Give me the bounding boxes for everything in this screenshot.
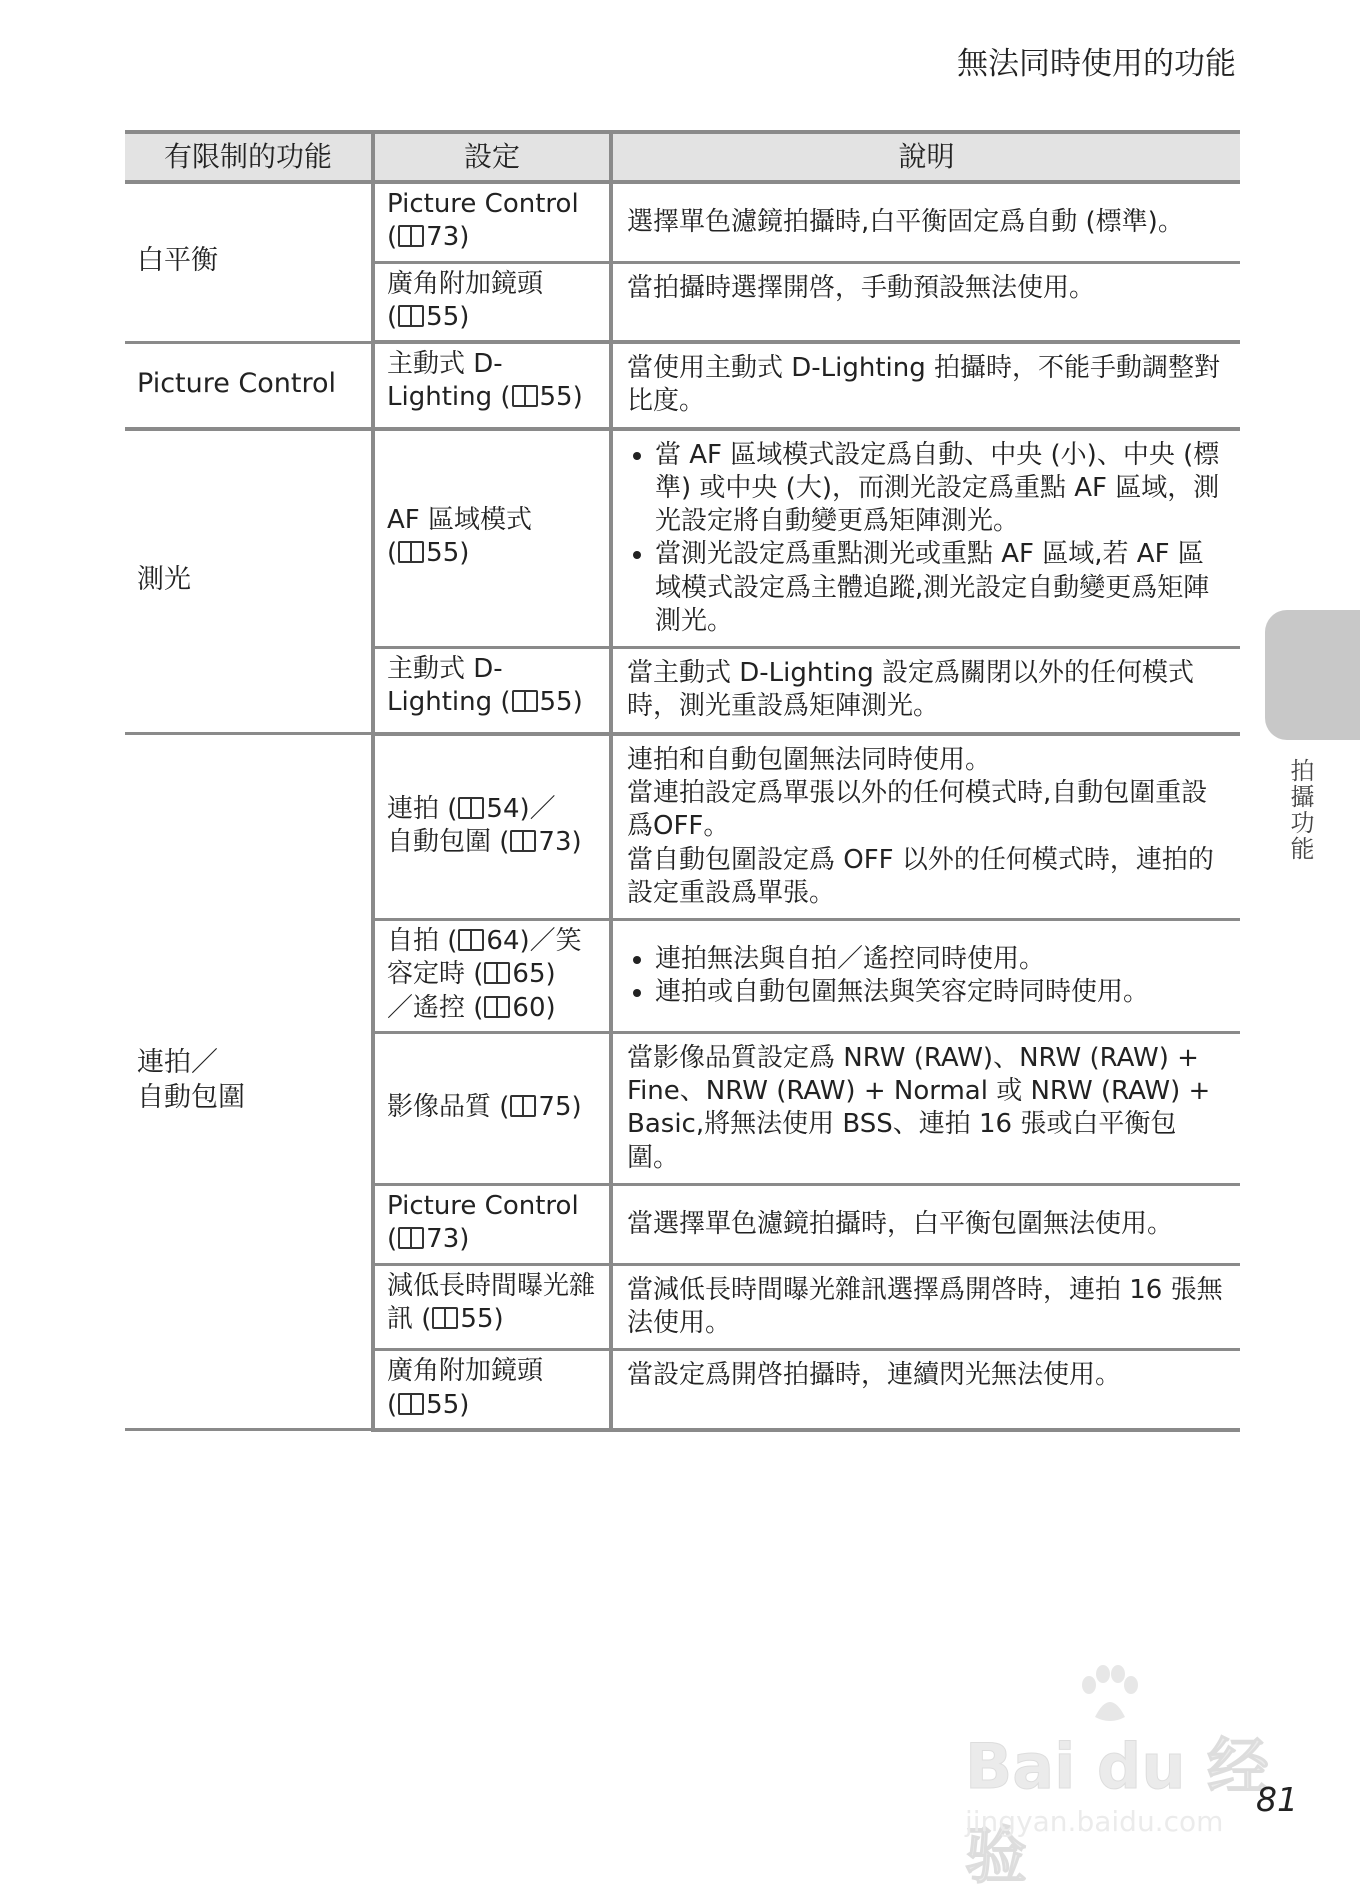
reference-book-icon — [510, 830, 536, 852]
header-restricted-function: 有限制的功能 — [125, 132, 373, 182]
paw-logo-icon — [1075, 1665, 1145, 1725]
description-cell: 當主動式 D-Lighting 設定爲關閉以外的任何模式時，測光重設爲矩陣測光。 — [611, 648, 1240, 734]
reference-book-icon — [398, 1393, 424, 1415]
setting-cell — [373, 342, 611, 429]
description-paragraph: 當自動包圍設定爲 OFF 以外的任何模式時，連拍的設定重設爲單張。 — [627, 844, 1214, 908]
description-paragraph: 當連拍設定爲單張以外的任何模式時,自動包圍重設爲OFF。 — [627, 777, 1208, 842]
page-number: 81 — [1256, 1780, 1298, 1819]
description-paragraph: 連拍和自動包圍無法同時使用。 — [627, 744, 992, 775]
reference-book-icon — [512, 690, 538, 712]
chapter-tab-label: 拍攝功能 — [1286, 758, 1314, 862]
function-restriction-table — [125, 130, 1240, 1432]
description-cell: 當影像品質設定爲 NRW (RAW)、NRW (RAW) + Fine、NRW (RAW) + Normal 或 NRW (RAW) + Basic,將無法使用 BSS、連拍 16 張或白平衡包圍。 — [611, 1032, 1240, 1184]
setting-ref: ( 55) — [387, 538, 470, 569]
page-heading: 無法同時使用的功能 — [957, 46, 1236, 82]
table-row — [125, 429, 1240, 648]
baidu-watermark — [965, 1665, 1280, 1892]
reference-book-icon — [398, 1227, 424, 1249]
reference-book-icon — [398, 305, 424, 327]
description-cell: 當拍攝時選擇開啓，手動預設無法使用。 — [611, 262, 1240, 342]
reference-book-icon — [432, 1307, 458, 1329]
setting-ref: Lighting ( 55) — [387, 687, 583, 718]
reference-book-icon — [484, 962, 510, 984]
setting-cell — [373, 920, 611, 1033]
setting-name: 自拍 ( 64)／笑容定時 ( 65) — [387, 926, 582, 990]
table-header-row — [125, 132, 1240, 182]
group-white-balance: 白平衡 — [125, 182, 373, 342]
description-cell: 當減低長時間曝光雜訊選擇爲開啓時，連拍 16 張無法使用。 — [611, 1264, 1240, 1350]
description-cell: 當使用主動式 D-Lighting 拍攝時，不能手動調整對比度。 — [611, 342, 1240, 429]
description-cell: 選擇單色濾鏡拍攝時,白平衡固定爲自動 (標準)。 — [611, 182, 1240, 262]
setting-name: AF 區域模式 — [387, 505, 533, 536]
setting-name: Picture Control — [387, 189, 579, 219]
setting-ref: ( 55) — [387, 301, 470, 332]
setting-ref: ( 73) — [387, 1224, 470, 1255]
chapter-tab — [1265, 610, 1360, 740]
setting-cell — [373, 1264, 611, 1350]
table-row — [125, 734, 1240, 920]
setting-name: Picture Control — [387, 1190, 579, 1221]
setting-cell — [373, 648, 611, 734]
list-item: • 當測光設定爲重點測光或重點 AF 區域,若 AF 區域模式設定爲主體追蹤,測光設定自動變更爲矩陣測光。 — [655, 538, 1228, 638]
watermark-logo-text: Bai du 经验 — [965, 1730, 1270, 1892]
table-row — [125, 182, 1240, 262]
list-item: • 連拍無法與自拍／遙控同時使用。 — [655, 943, 1228, 976]
reference-book-icon — [398, 541, 424, 563]
reference-book-icon — [510, 1095, 536, 1117]
description-bullets — [627, 943, 1228, 1010]
setting-cell — [373, 429, 611, 648]
description-cell — [611, 734, 1240, 920]
setting-cell — [373, 1032, 611, 1184]
group-picture-control: Picture Control — [125, 342, 373, 429]
setting-ref: ( 73) — [387, 222, 470, 253]
watermark-url: jingyan.baidu.com — [965, 1805, 1224, 1838]
group-continuous-bracketing — [125, 734, 373, 1430]
group-label: 連拍／ 自動包圍 — [137, 1047, 245, 1113]
description-bullets — [627, 439, 1228, 639]
table-row — [125, 342, 1240, 429]
reference-book-icon — [512, 385, 538, 407]
setting-ref: ／遙控 ( 60) — [387, 992, 556, 1023]
setting-name: 主動式 D- — [387, 654, 503, 685]
setting-cell — [373, 734, 611, 920]
list-item: • 當 AF 區域模式設定爲自動、中央 (小)、中央 (標準) 或中央 (大)，而測光設定爲重點 AF 區域，測光設定將自動變更爲矩陣測光。 — [655, 439, 1228, 539]
header-setting: 設定 — [373, 132, 611, 182]
setting-name: 廣角附加鏡頭 — [387, 1356, 544, 1387]
setting-name: 主動式 D- — [387, 349, 503, 380]
header-description: 說明 — [611, 132, 1240, 182]
list-item: • 連拍或自動包圍無法與笑容定時同時使用。 — [655, 976, 1228, 1009]
group-metering: 測光 — [125, 429, 373, 734]
setting-ref: 自動包圍 ( 73) — [387, 826, 582, 857]
setting-ref: ( 55) — [387, 1389, 470, 1420]
setting-cell — [373, 1184, 611, 1264]
setting-cell — [373, 1350, 611, 1430]
reference-book-icon — [484, 996, 510, 1018]
setting-cell — [373, 182, 611, 262]
description-cell: 當選擇單色濾鏡拍攝時，白平衡包圍無法使用。 — [611, 1184, 1240, 1264]
reference-book-icon — [458, 929, 484, 951]
setting-name: 影像品質 ( 75) — [387, 1091, 582, 1122]
setting-cell — [373, 262, 611, 342]
setting-name: 廣角附加鏡頭 — [387, 268, 544, 299]
description-cell: 當設定爲開啓拍攝時，連續閃光無法使用。 — [611, 1350, 1240, 1430]
description-cell — [611, 920, 1240, 1033]
reference-book-icon — [458, 797, 484, 819]
reference-book-icon — [398, 225, 424, 247]
setting-ref: Lighting ( 55) — [387, 382, 583, 413]
description-cell — [611, 429, 1240, 648]
setting-name: 連拍 ( 54)／ — [387, 793, 556, 824]
setting-name: 減低長時間曝光雜訊 ( 55) — [387, 1270, 596, 1335]
